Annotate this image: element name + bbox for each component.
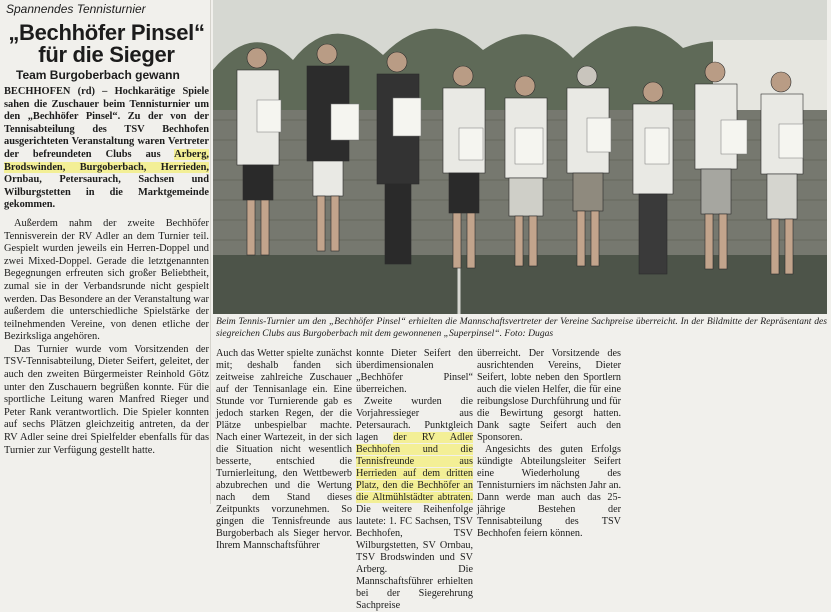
headline-line-1: „Bechhöfer Pinsel“ xyxy=(8,20,205,45)
article-intro-column xyxy=(4,0,209,457)
paragraph-2: Außerdem nahm der zweite Bechhöfer Tennisverein der RV Adler an dem Turnier teil. Gespielt wurden jeweils ein Herren-Doppel und zwei Mixed-Doppel. Gerade die letztgenannten Begegnungen erfreuten sich großer Beliebtheit, zumal sie in der Verbandsrunde nicht gespielt werden. Das Besondere an der Veranstaltung war außerdem die unterschiedliche Spielstärke der teilnehmenden Vereine, von denen etliche der Bezirksliga angehören. xyxy=(4,217,209,343)
column-2-paragraph-2 xyxy=(356,396,473,612)
column-3-paragraph-1: überreicht. Der Vorsitzende des ausrichtenden Vereins, Dieter Seifert, lobte neben den Sportlern auch die vielen Helfer, die für eine reibungslose Durchführung und für die Bewirtung gesorgt hatten. Dank sagte Seifert auch den Sponsoren. xyxy=(477,348,622,443)
lead-highlight: Arberg, Brodswinden, Burgoberbach, Herrieden, xyxy=(4,148,209,173)
headline xyxy=(4,22,209,66)
column-2-text-2: Die weitere Reihenfolge lautete: 1. FC Sachsen, TSV Bechhofen, TSV Wilburgstetten, SV Ornbau, TSV Brodswinden und SV Arberg. Die Mannschaftsführer erhielten bei der Siegerehrung Sachpreise xyxy=(356,504,473,611)
photo-caption: Beim Tennis-Turnier um den „Bechhöfer Pinsel“ erhielten die Mannschaftsvertreter der Vereine Sachpreise überreicht. In der Bildmitte der Repräsentant des siegreichen Clubs aus Burgoberbach mit dem gewonnenen „Superpinsel“. Foto: Dugas xyxy=(216,316,827,339)
column-2-text-1: Zweite wurden die Vorjahressieger aus Petersaurach. Punktgleich lagen xyxy=(356,396,473,443)
column-3-paragraph-2: Angesichts des guten Erfolgs kündigte Abteilungsleiter Seifert eine Wiederholung des Tennisturniers im nächsten Jahr an. Dann werde man auch das 25-jährige Bestehen der Tennisabteilung des TSV Bechhofen feiern können. xyxy=(477,444,621,539)
headline-line-2: für die Sieger xyxy=(38,42,175,67)
paragraph-3: Das Turnier wurde vom Vorsitzenden der TSV-Tennisabteilung, Dieter Seifert, geleitet, der auch den zweiten Bürgermeister Reinhold Götz unter den Zuschauern begrüßen konnte. Für die sportliche Leitung waren Manfred Rieger und Peter Rank verantwortlich. Die Spieler konnten auf sechs Plätzen gleichzeitig antreten, da der RV Adler seine drei Spielfelder ebenfalls für das Turnier zur Verfügung gestellt hatte. xyxy=(4,343,209,456)
kicker: Spannendes Tennisturnier xyxy=(6,2,146,16)
text-column-3 xyxy=(477,348,621,540)
team-photo xyxy=(213,0,827,314)
column-1-paragraph: Auch das Wetter spielte zunächst mit; deshalb fanden sich zeitweise zahlreiche Zuschauer auf der Tennisanlage ein. Eine Stunde vor Turnierende gab es jedoch starken Regen, der die Plätze unbespielbar machte. Nach einer Wartezeit, in der sich die Situation nicht wesentlich besserte, entschied die Turnierleitung, den Wettbewerb abzubrechen und die Wertung nach dem Stand dieses Zeitpunkts vorzunehmen. So gingen die Tennisfreunde aus Burgoberbach als Sieger hervor. Ihrem Mannschaftsführer xyxy=(216,348,352,551)
team-photo-illustration xyxy=(213,0,827,314)
column-2-paragraph-1: konnte Dieter Seifert den überdimensionalen „Bechhöfer Pinsel“ überreichen. xyxy=(356,348,473,395)
subheadline: Team Burgoberbach gewann xyxy=(16,68,180,82)
column-divider xyxy=(210,0,211,504)
lead-text-2: Ornbau, Petersaurach, Sachsen und Wilburgstetten in die Marktgemeinde gekommen. xyxy=(4,174,209,211)
column-2-highlight: der RV Adler Bechhofen und die Tennisfreunde aus Herrieden auf dem dritten Platz, den die Bechhöfer an die Altmühlstädter abtraten. xyxy=(356,432,474,503)
lead-text-1: BECHHOFEN (rd) – Hochkarätige Spiele sahen die Zuschauer beim Tennisturnier um den „Bechhöfer Pinsel“. Zu der von der Tennisabteilung des TSV Bechhofen ausgerichteten Veranstaltung waren Vertreter der befreundeten Clubs aus xyxy=(4,86,209,160)
text-column-2 xyxy=(356,348,473,612)
lead-paragraph xyxy=(4,86,209,212)
text-column-1 xyxy=(216,348,352,552)
